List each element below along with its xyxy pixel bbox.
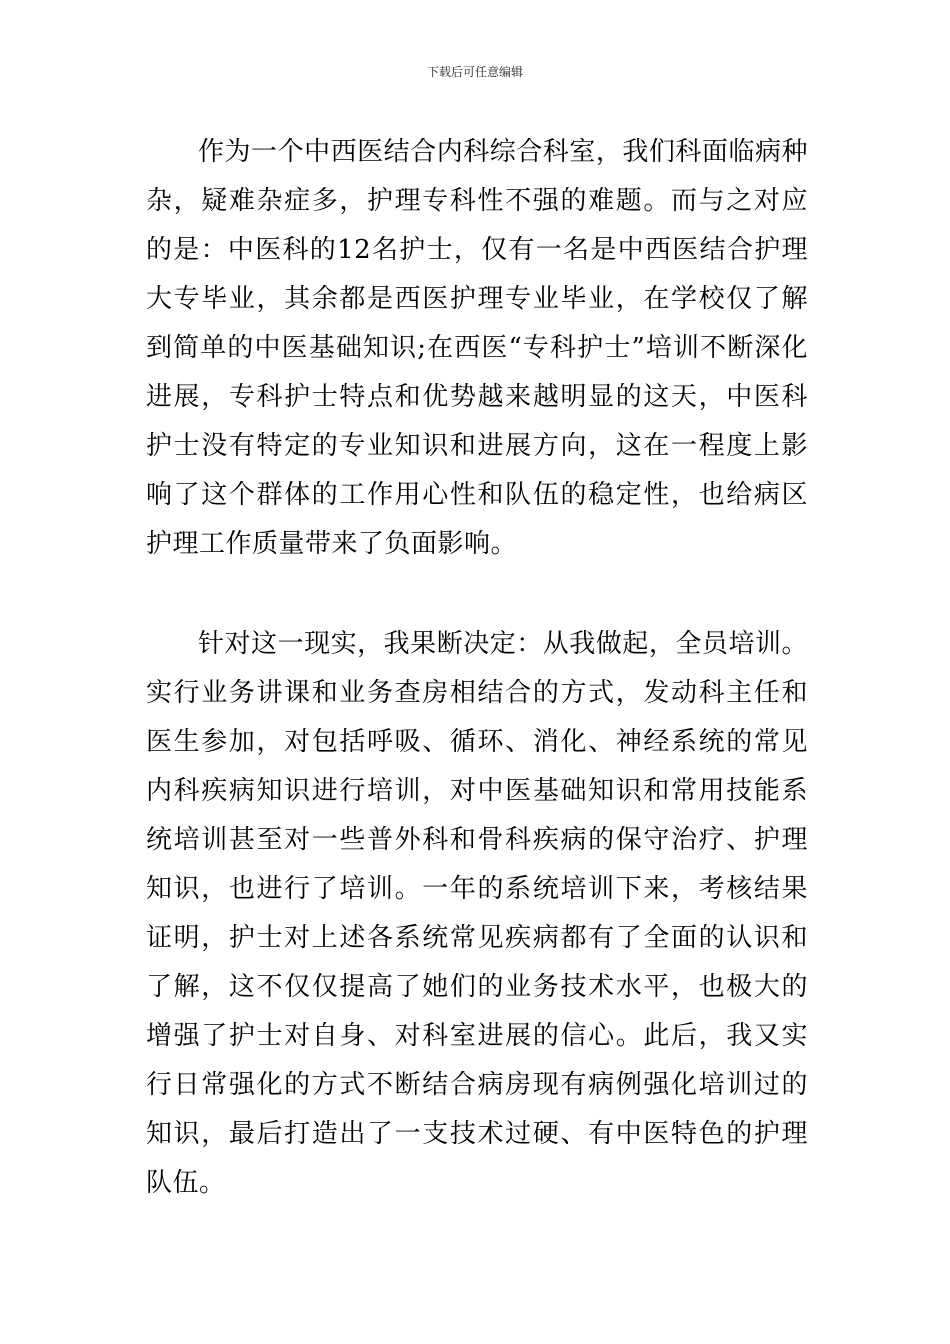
paragraph-2: 针对这一现实，我果断决定：从我做起，全员培训。实行业务讲课和业务查房相结合的方式，发动科主任和医生参加，对包括呼吸、循环、消化、神经系统的常见内科疾病知识进行培训，对中医基础知识和常用技能系统培训甚至对一些普外科和骨科疾病的保守治疗、护理知识，也进行了培训。一年的系统培训下来，考核结果证明，护士对上述各系统常见疾病都有了全面的认识和了解，这不仅仅提高了她们的业务技术水平，也极大的增强了护士对自身、对科室进展的信心。此后，我又实行日常强化的方式不断结合病房现有病例强化培训过的知识，最后打造出了一支技术过硬、有中医特色的护理队伍。 (146, 629, 808, 1198)
page-header-note: 下载后可任意编辑 (426, 65, 523, 79)
paragraph-1: 作为一个中西医结合内科综合科室，我们科面临病种杂，疑难杂症多，护理专科性不强的难题。而与之对应的是：中医科的12名护士，仅有一名是中西医结合护理大专毕业，其余都是西医护理专业毕业，在学校仅了解到简单的中医基础知识;在西医“专科护士”培训不断深化进展，专科护士特点和优势越来越明显的这天，中医科护士没有特定的专业知识和进展方向，这在一程度上影响了这个群体的工作用心性和队伍的稳定性，也给病区护理工作质量带来了负面影响。 (146, 137, 808, 559)
